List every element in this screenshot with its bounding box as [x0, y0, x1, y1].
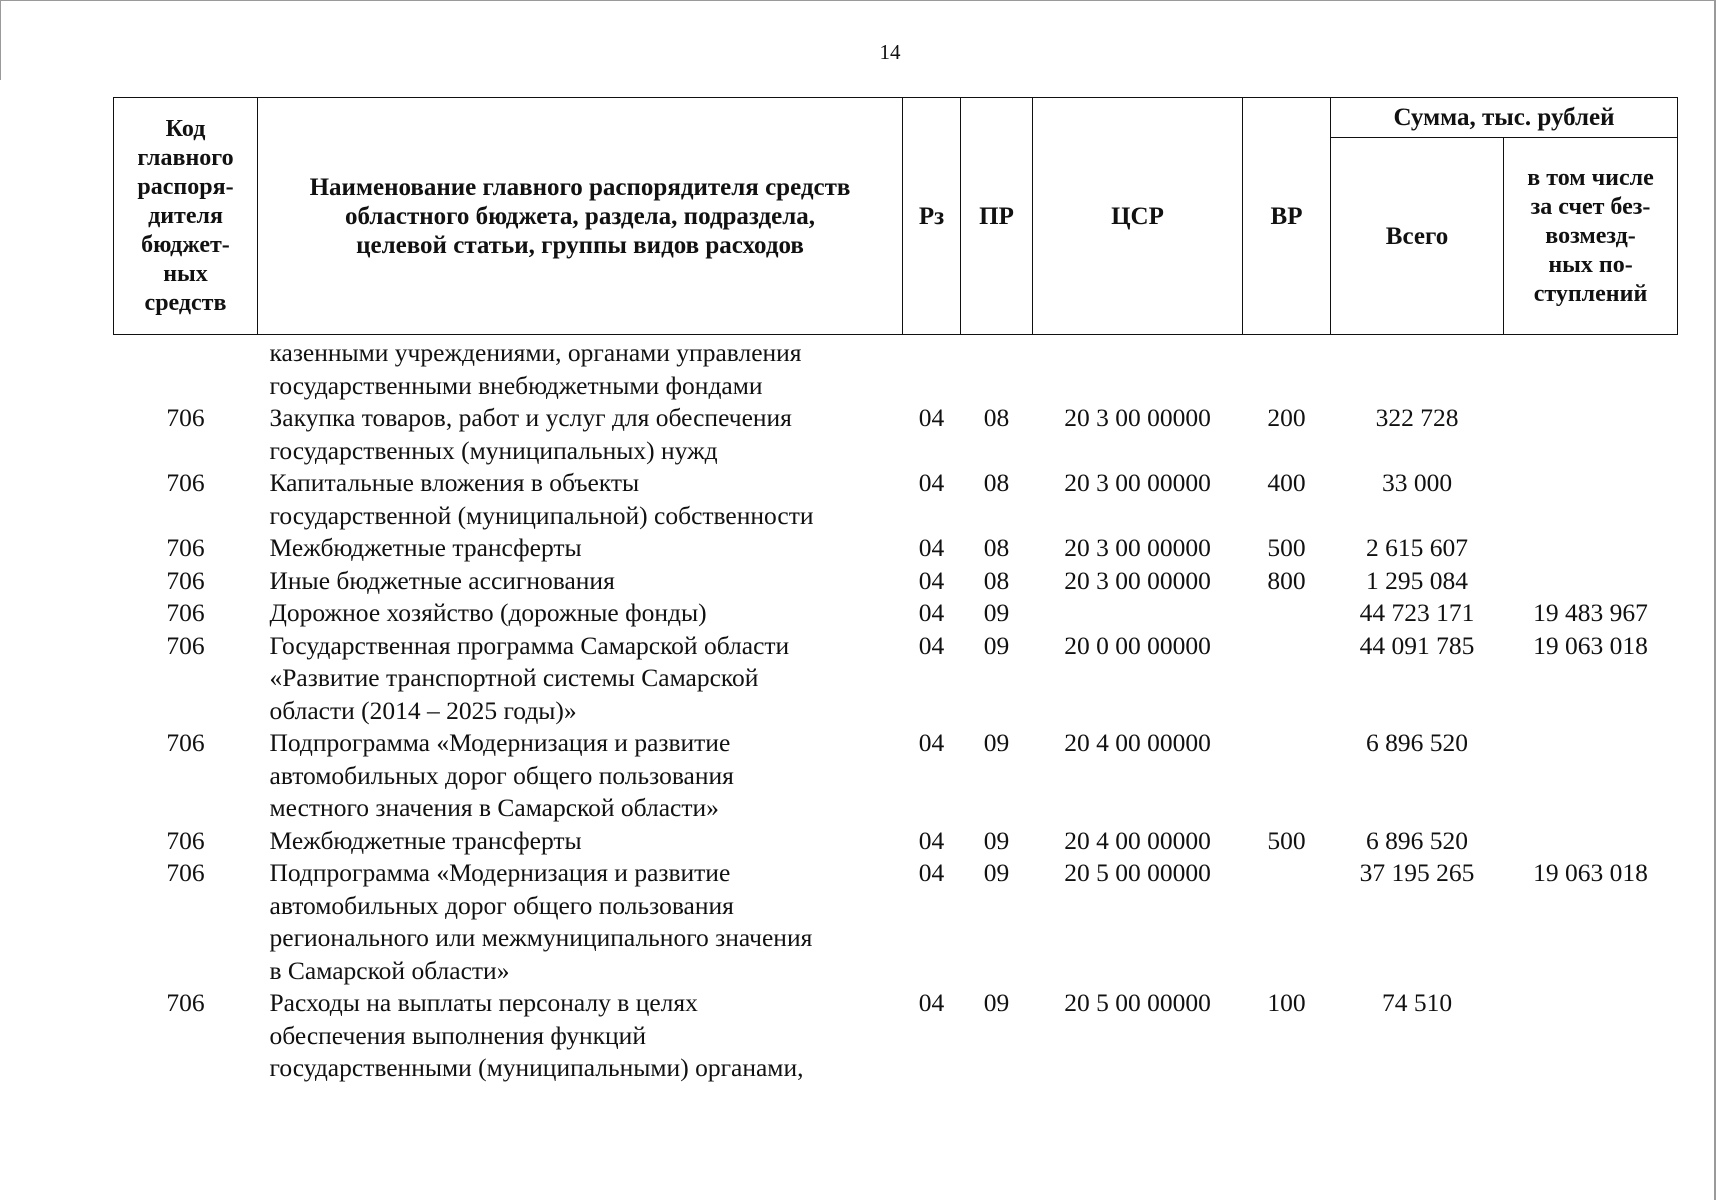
cell-total: 33 000 [1381, 468, 1453, 497]
page-number: 14 [879, 40, 901, 64]
header-pr: ПР [961, 98, 1033, 335]
name-line: автомобильных дорог общего пользования [269, 890, 734, 920]
cell-rz: 04 [918, 630, 945, 660]
cell-csr: 20 4 00 00000 [1064, 728, 1211, 757]
cell-vr [1243, 597, 1331, 630]
cell-rz: 04 [918, 858, 945, 887]
cell-vr [1243, 727, 1331, 825]
cell-rz: 04 [918, 403, 945, 432]
cell-vr: 800 [1267, 565, 1306, 595]
name-line: Государственная программа Самарской области [269, 630, 790, 660]
table-row [114, 630, 1678, 728]
cell-csr: 20 4 00 00000 [1064, 825, 1211, 855]
table-row [114, 597, 1678, 630]
scan-top-edge [0, 0, 1716, 1]
cell-total: 2 615 607 [1366, 533, 1468, 562]
name-line: «Развитие транспортной системы Самарской [269, 663, 759, 692]
cell-incl [1504, 467, 1678, 532]
cell-total: 44 723 171 [1359, 598, 1475, 627]
cell-name [258, 532, 903, 565]
cell-vr: 500 [1267, 533, 1306, 562]
cell-vr [1243, 335, 1331, 403]
header-incl: в том числе за счет без- возмезд- ных по- ступлений [1504, 138, 1678, 335]
cell-total: 6 896 520 [1366, 728, 1468, 757]
name-line: обеспечения выполнения функций [269, 1020, 646, 1050]
cell-name [258, 857, 903, 987]
cell-pr: 08 [983, 403, 1010, 432]
cell-vr: 500 [1267, 825, 1306, 855]
name-line: Межбюджетные трансферты [269, 533, 582, 562]
cell-pr: 09 [983, 825, 1010, 855]
name-line: Подпрограмма «Модернизация и развитие [269, 728, 731, 757]
cell-incl [1504, 532, 1678, 565]
name-line: государственных (муниципальных) нужд [269, 435, 718, 465]
name-line: Иные бюджетные ассигнования [269, 565, 615, 595]
cell-kod: 706 [166, 468, 205, 497]
cell-pr: 09 [983, 988, 1010, 1017]
cell-name [258, 402, 903, 467]
name-line: автомобильных дорог общего пользования [269, 760, 734, 790]
name-line: Закупка товаров, работ и услуг для обеспечения [269, 403, 792, 432]
cell-csr: 20 3 00 00000 [1064, 403, 1211, 432]
cell-name [258, 825, 903, 858]
name-line: Подпрограмма «Модернизация и развитие [269, 858, 731, 887]
cell-kod: 706 [166, 728, 205, 757]
cell-csr: 20 3 00 00000 [1064, 468, 1211, 497]
cell-total [1331, 335, 1504, 403]
cell-csr: 20 3 00 00000 [1064, 565, 1211, 595]
cell-total: 1 295 084 [1366, 565, 1468, 595]
header-sum: Сумма, тыс. рублей [1331, 98, 1678, 138]
cell-rz: 04 [918, 533, 945, 562]
cell-kod: 706 [166, 858, 205, 887]
cell-name [258, 597, 903, 630]
name-line: регионального или межмуниципального значения [269, 923, 813, 952]
cell-rz: 04 [918, 728, 945, 757]
header-kod: Код главного распоря- дителя бюджет- ных средств [114, 98, 258, 335]
cell-rz: 04 [918, 468, 945, 497]
cell-pr: 08 [983, 533, 1010, 562]
table-row [114, 825, 1678, 858]
cell-total: 322 728 [1375, 403, 1459, 432]
cell-kod: 706 [166, 533, 205, 562]
cell-csr: 20 3 00 00000 [1064, 533, 1211, 562]
cell-vr: 100 [1267, 988, 1306, 1017]
cell-kod: 706 [166, 403, 205, 432]
budget-table [113, 97, 1678, 1085]
cell-name [258, 727, 903, 825]
table-row [114, 402, 1678, 467]
table-row [114, 727, 1678, 825]
table-header [114, 98, 1678, 335]
header-vr: ВР [1243, 98, 1331, 335]
table-row [114, 857, 1678, 987]
cell-name [258, 467, 903, 532]
cell-vr [1243, 630, 1331, 728]
cell-kod: 706 [166, 988, 205, 1017]
name-line: Дорожное хозяйство (дорожные фонды) [269, 598, 707, 627]
cell-pr: 08 [983, 468, 1010, 497]
cell-csr [1033, 597, 1243, 630]
cell-incl: 19 063 018 [1533, 630, 1648, 660]
cell-rz: 04 [918, 825, 945, 855]
name-line: государственными (муниципальными) органами, [269, 1053, 804, 1082]
name-line: государственной (муниципальной) собственности [269, 500, 814, 530]
cell-pr [961, 335, 1033, 403]
cell-name [258, 987, 903, 1085]
cell-kod: 706 [166, 565, 205, 595]
cell-pr: 09 [983, 630, 1010, 660]
table-row [114, 532, 1678, 565]
name-line: Межбюджетные трансферты [269, 825, 582, 855]
cell-pr: 09 [983, 598, 1010, 627]
header-rz: Рз [903, 98, 961, 335]
cell-total: 74 510 [1381, 988, 1453, 1017]
cell-csr: 20 5 00 00000 [1064, 988, 1211, 1017]
cell-incl [1504, 727, 1678, 825]
cell-incl [1504, 987, 1678, 1085]
name-line: Капитальные вложения в объекты [269, 468, 640, 497]
name-line: государственными внебюджетными фондами [269, 370, 763, 400]
cell-total: 6 896 520 [1366, 825, 1468, 855]
cell-total: 44 091 785 [1359, 630, 1475, 660]
cell-csr: 20 0 00 00000 [1064, 630, 1211, 660]
name-line: области (2014 – 2025 годы)» [269, 695, 577, 725]
cell-incl [1504, 402, 1678, 467]
cell-rz [903, 335, 961, 403]
cell-incl: 19 063 018 [1533, 858, 1648, 887]
cell-incl [1504, 825, 1678, 858]
table-row [114, 467, 1678, 532]
cell-csr: 20 5 00 00000 [1064, 858, 1211, 887]
table-body [114, 335, 1678, 1085]
cell-rz: 04 [918, 988, 945, 1017]
table-row [114, 335, 1678, 403]
name-line: в Самарской области» [269, 955, 510, 985]
name-line: казенными учреждениями, органами управления [269, 338, 802, 367]
cell-vr [1243, 857, 1331, 987]
cell-vr: 200 [1267, 403, 1306, 432]
cell-kod: 706 [166, 825, 205, 855]
cell-csr [1033, 335, 1243, 403]
header-name: Наименование главного распорядителя средств областного бюджета, раздела, подраздела, целевой статьи, группы видов расходов [258, 98, 903, 335]
header-total: Всего [1331, 138, 1504, 335]
name-line: Расходы на выплаты персоналу в целях [269, 988, 698, 1017]
table-row [114, 565, 1678, 598]
cell-total: 37 195 265 [1359, 858, 1475, 887]
cell-incl: 19 483 967 [1533, 598, 1648, 627]
name-line: местного значения в Самарской области» [269, 793, 719, 822]
cell-incl [1504, 335, 1678, 403]
cell-incl [1504, 565, 1678, 598]
cell-kod: 706 [166, 598, 205, 627]
cell-name [258, 565, 903, 598]
cell-pr: 08 [983, 565, 1010, 595]
cell-name [258, 630, 903, 728]
table-row [114, 987, 1678, 1085]
header-csr: ЦСР [1033, 98, 1243, 335]
cell-kod [114, 335, 258, 403]
cell-pr: 09 [983, 728, 1010, 757]
cell-kod: 706 [166, 630, 205, 660]
cell-pr: 09 [983, 858, 1010, 887]
cell-rz: 04 [918, 598, 945, 627]
cell-rz: 04 [918, 565, 945, 595]
cell-vr: 400 [1267, 468, 1306, 497]
cell-name [258, 335, 903, 403]
